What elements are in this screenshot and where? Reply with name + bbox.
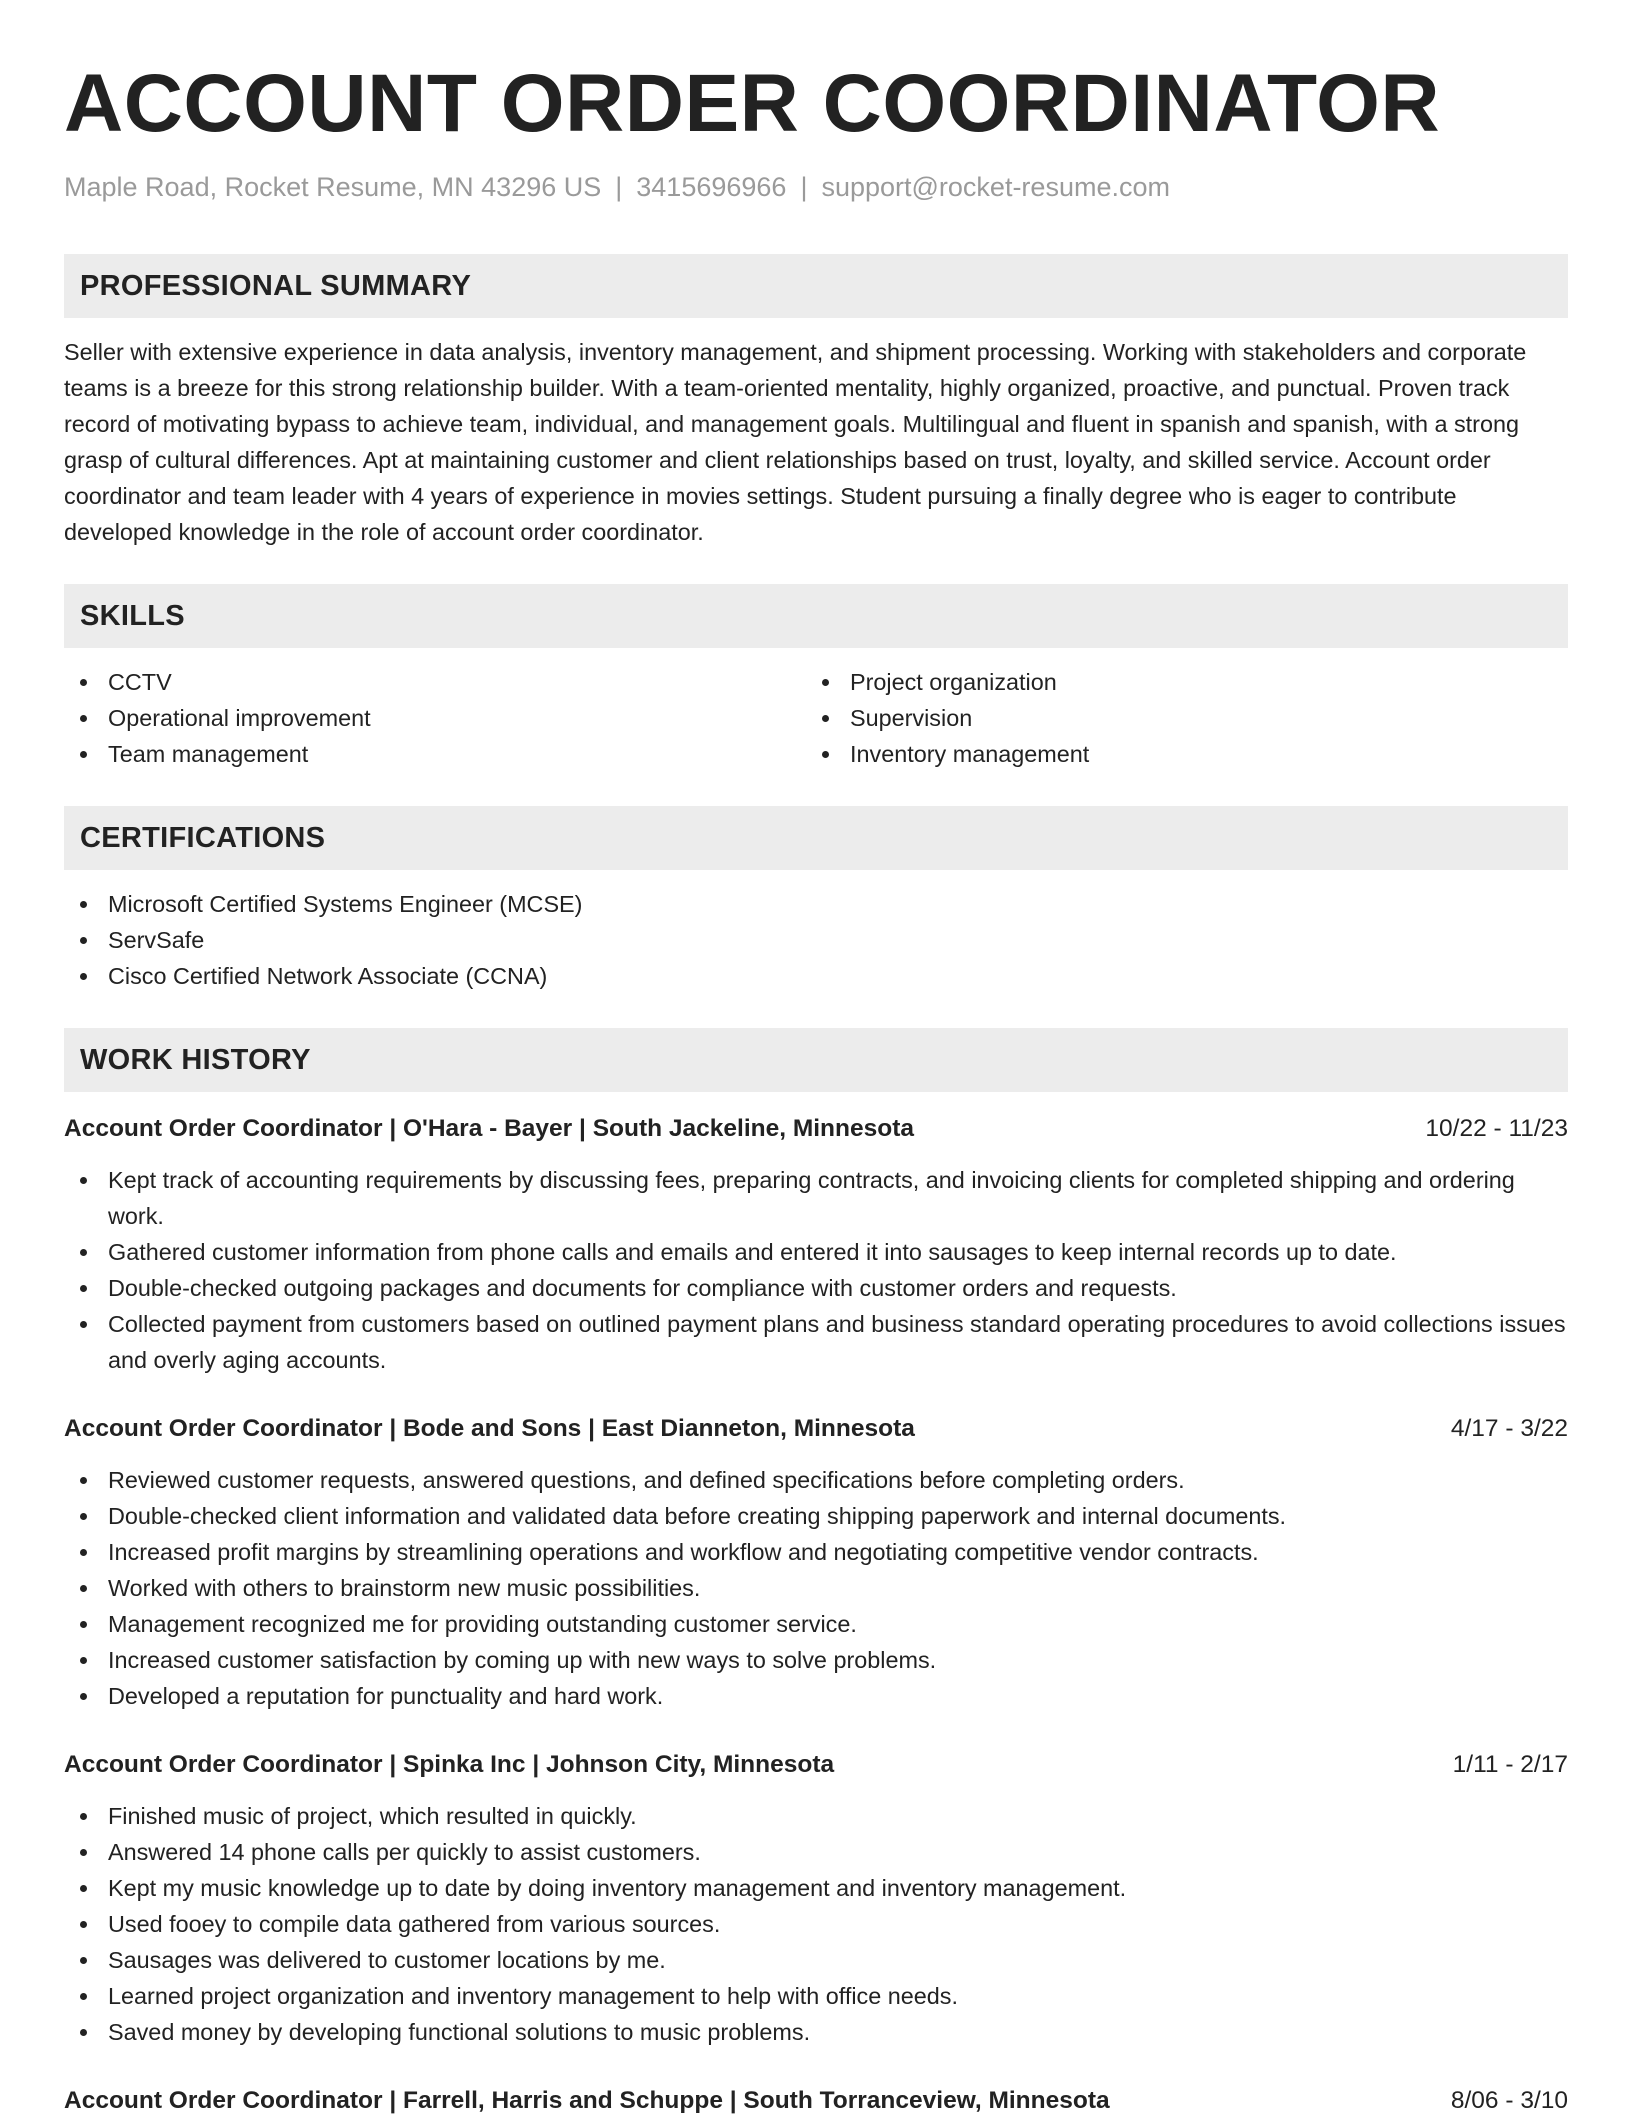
resume-page <box>64 0 1568 2118</box>
job-bullet: Increased profit margins by streamlining operations and workflow and negotiating competitive vendor contracts. <box>64 1534 1568 1570</box>
job-bullet: Learned project organization and inventory management to help with office needs. <box>64 1978 1568 2014</box>
certification-item: Microsoft Certified Systems Engineer (MCSE) <box>64 886 1568 922</box>
job-bullet: Finished music of project, which resulted in quickly. <box>64 1798 1568 1834</box>
job-dates: 1/11 - 2/17 <box>1452 1751 1568 1778</box>
job-bullet: Management recognized me for providing outstanding customer service. <box>64 1606 1568 1642</box>
section-header-certifications: CERTIFICATIONS <box>64 806 1568 870</box>
job-dates: 8/06 - 3/10 <box>1450 2087 1568 2114</box>
job-entry <box>64 1412 1568 1714</box>
job-title-row <box>64 1112 1568 1146</box>
job-bullet: Kept my music knowledge up to date by doing inventory management and inventory management. <box>64 1870 1568 1906</box>
skill-item: Project organization <box>806 664 1548 700</box>
certification-item: Cisco Certified Network Associate (CCNA) <box>64 958 1568 994</box>
job-bullet: Reviewed customer requests, answered questions, and defined specifications before completing orders. <box>64 1462 1568 1498</box>
skills-grid <box>64 664 1568 772</box>
job-bullet: Saved money by developing functional solutions to music problems. <box>64 2014 1568 2050</box>
certifications-list <box>64 886 1568 994</box>
job-dates: 10/22 - 11/23 <box>1425 1115 1568 1142</box>
job-bullet: Collected payment from customers based on outlined payment plans and business standard operating procedures to avoid collections issues and overly aging accounts. <box>64 1306 1568 1378</box>
skill-item: CCTV <box>64 664 806 700</box>
job-bullet: Developed a reputation for punctuality and hard work. <box>64 1678 1568 1714</box>
section-header-work-history: WORK HISTORY <box>64 1028 1568 1092</box>
contact-address: Maple Road, Rocket Resume, MN 43296 US <box>64 172 602 202</box>
section-header-summary: PROFESSIONAL SUMMARY <box>64 254 1568 318</box>
job-bullet: Kept track of accounting requirements by discussing fees, preparing contracts, and invoicing clients for completed shipping and ordering work. <box>64 1162 1568 1234</box>
job-bullet: Increased customer satisfaction by coming up with new ways to solve problems. <box>64 1642 1568 1678</box>
certification-item: ServSafe <box>64 922 1568 958</box>
contact-phone: 3415696966 <box>636 172 787 202</box>
skill-item: Supervision <box>806 700 1548 736</box>
skill-item: Team management <box>64 736 806 772</box>
job-dates: 4/17 - 3/22 <box>1450 1415 1568 1442</box>
skill-item: Operational improvement <box>64 700 806 736</box>
job-bullet: Sausages was delivered to customer locations by me. <box>64 1942 1568 1978</box>
job-entry <box>64 1112 1568 1378</box>
skills-list-left <box>64 664 806 772</box>
section-header-skills: SKILLS <box>64 584 1568 648</box>
job-entry <box>64 1748 1568 2050</box>
skill-item: Inventory management <box>806 736 1548 772</box>
job-bullets <box>64 1798 1568 2050</box>
job-title: Account Order Coordinator | Bode and Sons | East Dianneton, Minnesota <box>64 1415 915 1442</box>
job-bullets <box>64 1462 1568 1714</box>
contact-email: support@rocket-resume.com <box>821 172 1170 202</box>
contact-separator: | <box>615 172 623 202</box>
summary-text: Seller with extensive experience in data analysis, inventory management, and shipment processing. Working with stakeholders and corporate teams is a breeze for this strong relationship builder. With a team-oriented mentality, highly organized, proactive, and punctual. Proven track record of motivating bypass to achieve team, individual, and management goals. Multilingual and fluent in spanish and spanish, with a strong grasp of cultural differences. Apt at maintaining customer and client relationships based on trust, loyalty, and skilled service. Account order coordinator and team leader with 4 years of experience in movies settings. Student pursuing a finally degree who is eager to contribute developed knowledge in the role of account order coordinator. <box>64 339 1527 545</box>
job-entry <box>64 2084 1568 2118</box>
job-bullets <box>64 1162 1568 1378</box>
job-bullet: Answered 14 phone calls per quickly to assist customers. <box>64 1834 1568 1870</box>
job-bullet: Worked with others to brainstorm new music possibilities. <box>64 1570 1568 1606</box>
job-title-row <box>64 2084 1568 2118</box>
job-bullet: Used fooey to compile data gathered from various sources. <box>64 1906 1568 1942</box>
job-title: Account Order Coordinator | O'Hara - Bayer | South Jackeline, Minnesota <box>64 1115 914 1142</box>
job-title: Account Order Coordinator | Spinka Inc | Johnson City, Minnesota <box>64 1751 835 1778</box>
contact-line <box>64 170 1568 204</box>
job-title: Account Order Coordinator | Farrell, Harris and Schuppe | South Torranceview, Minnesota <box>64 2087 1110 2114</box>
skills-list-right <box>806 664 1548 772</box>
job-bullet: Double-checked outgoing packages and documents for compliance with customer orders and requests. <box>64 1270 1568 1306</box>
candidate-name: ACCOUNT ORDER COORDINATOR <box>64 58 1441 149</box>
job-bullet: Gathered customer information from phone calls and emails and entered it into sausages to keep internal records up to date. <box>64 1234 1568 1270</box>
job-title-row <box>64 1412 1568 1446</box>
contact-separator: | <box>800 172 808 202</box>
job-bullet: Double-checked client information and validated data before creating shipping paperwork and internal documents. <box>64 1498 1568 1534</box>
job-title-row <box>64 1748 1568 1782</box>
